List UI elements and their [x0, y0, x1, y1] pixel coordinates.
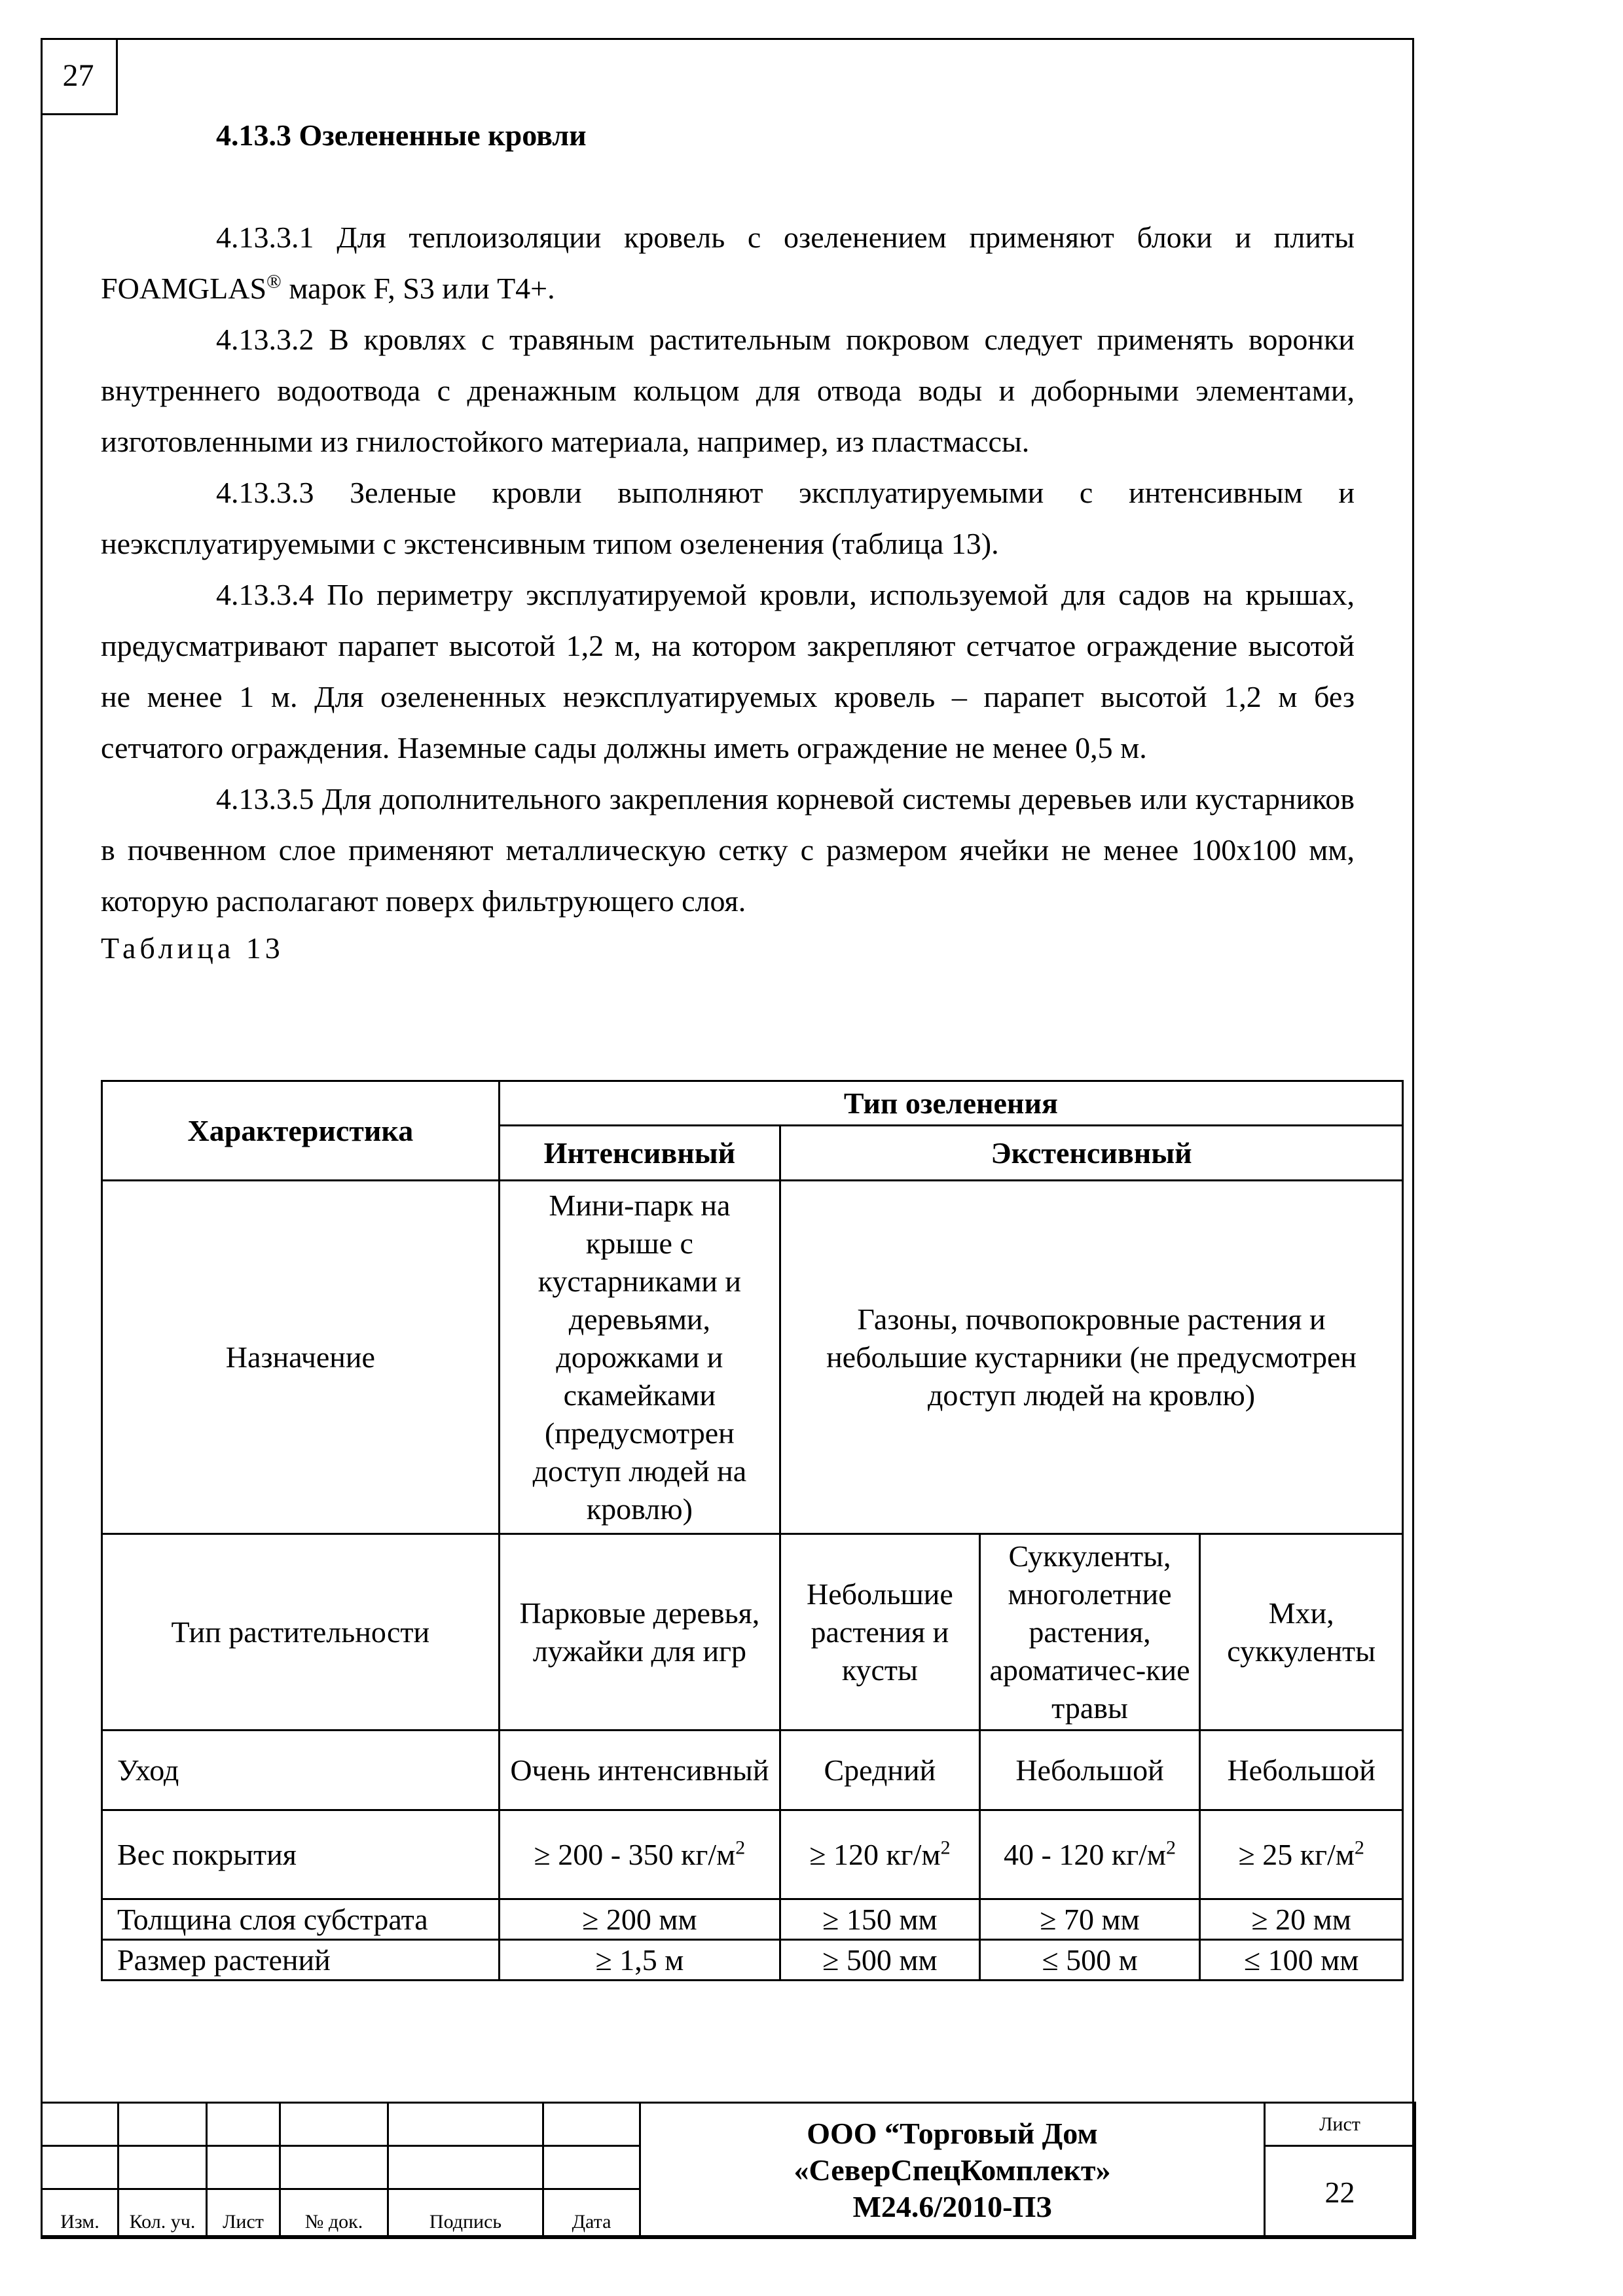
org-line-2: «СеверСпецКомплект» [793, 2153, 1111, 2187]
greening-table [101, 1080, 1404, 1981]
stamp-col-change: Изм. [42, 2189, 119, 2238]
row-weight-ext2: 40 - 120 $кг/м^2$ [979, 1810, 1200, 1899]
row-plant-size-ext3: ≤ 100 мм [1200, 1940, 1403, 1981]
organization-block [640, 2103, 1265, 2238]
row-plant-size-intensive: ≥ 1,5 м [499, 1940, 780, 1981]
row-purpose-intensive: Мини-парк на крыше с кустарниками и деревьями, дорожками и скамейками (предусмотрен доступ людей на кровлю) [499, 1181, 780, 1534]
row-weight-intensive: ≥ 200 - 350 $кг/м^2$ [499, 1810, 780, 1899]
row-weight-label: Вес покрытия [102, 1810, 500, 1899]
paragraph-1: 4.13.3.1 Для теплоизоляции кровель с озеленением применяют блоки и плиты FOAMGLAS® марок F, S3 или T4+. [101, 221, 1355, 305]
row-plant-size-label: Размер растений [102, 1940, 500, 1981]
row-vegetation-label: Тип растительности [102, 1534, 500, 1731]
section-heading: 4.13.3 Озелененные кровли [216, 118, 587, 152]
row-substrate-intensive: ≥ 200 мм [499, 1899, 780, 1940]
org-line-1: ООО “Торговый Дом [807, 2117, 1098, 2150]
header-type-group: Тип озеленения [499, 1081, 1402, 1126]
row-weight-ext1: ≥ 120 $кг/м^2$ [780, 1810, 980, 1899]
row-vegetation-ext1: Небольшие растения и кусты [780, 1534, 980, 1731]
row-plant-size-ext2: ≤ 500 м [979, 1940, 1200, 1981]
row-substrate-ext2: ≥ 70 мм [979, 1899, 1200, 1940]
row-care-intensive: Очень интенсивный [499, 1731, 780, 1810]
header-characteristic: Характеристика [102, 1081, 500, 1181]
row-care-label: Уход [102, 1731, 500, 1810]
stamp-col-count: Кол. уч. [119, 2189, 207, 2238]
row-purpose-label: Назначение [102, 1181, 500, 1534]
row-care-ext3: Небольшой [1200, 1731, 1403, 1810]
table-label: Таблица 13 [101, 931, 284, 965]
row-substrate-ext3: ≥ 20 мм [1200, 1899, 1403, 1940]
row-weight-ext3: ≥ 25 $кг/м^2$ [1200, 1810, 1403, 1899]
paragraph-4: 4.13.3.4 По периметру эксплуатируемой кровли, используемой для садов на крышах, предусматривают парапет высотой 1,2 м, на котором закрепляют сетчатое ограждение высотой не менее 1 м. Для озелененных неэксплуатируемых кровель – парапет высотой 1,2 м без сетчатого ограждения. Наземные сады должны иметь ограждение не менее 0,5 м. [101, 578, 1355, 764]
stamp-col-sheet: Лист [207, 2189, 280, 2238]
row-purpose-extensive: Газоны, почвопокровные растения и небольшие кустарники (не предусмотрен доступ людей на кровлю) [780, 1181, 1403, 1534]
paragraph-3: 4.13.3.3 Зеленые кровли выполняют эксплуатируемыми с интенсивным и неэксплуатируемыми с экстенсивным типом озеленения (таблица 13). [101, 476, 1355, 560]
row-plant-size-ext1: ≥ 500 мм [780, 1940, 980, 1981]
org-line-3: М24.6/2010-ПЗ [852, 2190, 1052, 2223]
document-body [101, 110, 1355, 970]
sheet-number: 22 [1265, 2146, 1415, 2238]
header-extensive: Экстенсивный [780, 1126, 1403, 1181]
row-care-ext2: Небольшой [979, 1731, 1200, 1810]
row-vegetation-ext3: Мхи, суккуленты [1200, 1534, 1403, 1731]
header-intensive: Интенсивный [499, 1126, 780, 1181]
stamp-col-date: Дата [543, 2189, 640, 2238]
page-number: 27 [41, 38, 118, 115]
paragraph-5: 4.13.3.5 Для дополнительного закрепления корневой системы деревьев или кустарников в почвенном слое применяют металлическую сетку с размером ячейки не менее 100х100 мм, которую располагают поверх фильтрующего слоя. [101, 782, 1355, 918]
row-substrate-label: Толщина слоя субстрата [102, 1899, 500, 1940]
row-vegetation-intensive: Парковые деревья, лужайки для игр [499, 1534, 780, 1731]
row-care-ext1: Средний [780, 1731, 980, 1810]
paragraph-2: 4.13.3.2 В кровлях с травяным растительным покровом следует применять воронки внутреннего водоотвода с дренажным кольцом для отвода воды и доборными элементами, изготовленными из гнилостойкого материала, например, из пластмассы. [101, 323, 1355, 458]
stamp-col-doc: № док. [280, 2189, 388, 2238]
title-block [41, 2102, 1416, 2239]
row-substrate-ext1: ≥ 150 мм [780, 1899, 980, 1940]
stamp-col-signature: Подпись [388, 2189, 543, 2238]
sheet-label: Лист [1265, 2103, 1415, 2146]
row-vegetation-ext2: Суккуленты, многолетние растения, ароматичес-кие травы [979, 1534, 1200, 1731]
